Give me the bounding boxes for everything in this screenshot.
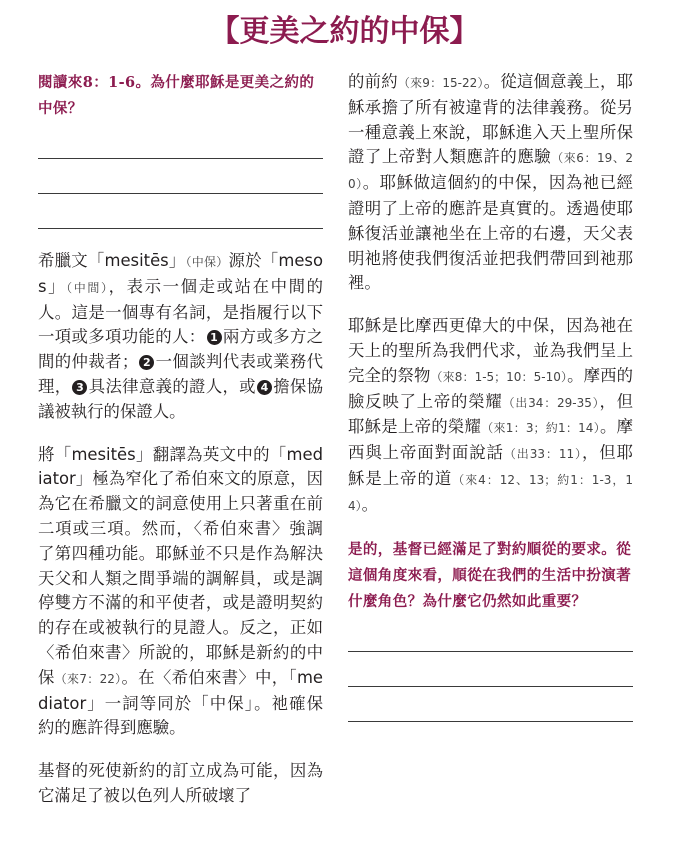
text-run: 基督的死使新約的訂立成為可能，因為它滿足了被以色列人所破壞了 [38, 761, 323, 805]
scripture-reference: （來8：1-5；10：5-10） [430, 369, 568, 384]
answer-line[interactable] [38, 124, 323, 159]
text-run: ，但耶穌是上帝的道 [348, 443, 634, 488]
text-run: ，但耶穌是上帝的榮耀 [348, 391, 634, 437]
text-run: 。在〈希伯來書〉中，「mediator」一詞等同於「中保」。祂確保約的應許得到應驗。 [38, 667, 324, 738]
text-run: 擔保協議被執行的保證人。 [38, 376, 324, 421]
text-run: 。摩西的臉反映了上帝的榮耀 [348, 365, 633, 411]
text-run: 兩方或多方之間的仲裁者； [38, 327, 323, 372]
text-run: 。耶穌做這個約的中保，因為祂已經證明了上帝的應許是真實的。透過使耶穌復活並讓祂坐在上帝的右邊，天父表明祂將使我們復活並把我們帶回到祂那裡。 [348, 173, 634, 293]
text-run: 希臘文「mesitēs」 [38, 251, 186, 270]
answer-line[interactable] [38, 194, 323, 229]
text-run: 耶穌是比摩西更偉大的中保，因為祂在天上的聖所為我們代求，並為我們呈上完全的祭物 [348, 316, 633, 385]
scripture-reference: （來1：3；約1：14） [481, 421, 600, 436]
text-run: 一個談判代表或業務代理， [38, 352, 324, 396]
scripture-reference: （出34：29-35） [502, 395, 600, 410]
paragraph-christ-death [38, 759, 323, 809]
text-run: 的前約 [348, 72, 398, 91]
text-run: 將「mesitēs」翻譯為英文中的「mediator」極為窄化了希伯來文的原意，因為它在希臘文的詞意使用上只著重在前二項或三項。然而，〈希伯來書〉強調了第四種功能。耶穌並不只是作為解決天父和人類之間爭端的調解員，或是調停雙方不滿的和平使者，或是證明契約的存在或被執行的見證人。反之，正如〈希伯來書〉所說的，耶穌是新約的中保 [38, 444, 323, 687]
answer-lines-2 [348, 617, 633, 722]
reflection-question: 是的，基督已經滿足了對約順從的要求。從這個角度來看，順從在我們的生活中扮演著什麼角色？為什麼它仍然如此重要？ [348, 540, 632, 610]
scripture-reference: （中保） [185, 255, 229, 269]
answer-line[interactable] [348, 652, 633, 687]
page-title: 【更美之約的中保】 [209, 14, 480, 49]
number-badge: 2 [139, 355, 154, 370]
left-column [38, 70, 323, 827]
scripture-reference: （來9：15-22） [397, 76, 484, 90]
scripture-reference: （中間） [66, 280, 109, 295]
text-run: 。 [361, 494, 379, 514]
number-badge: 4 [257, 380, 272, 395]
answer-lines-1 [38, 124, 323, 229]
paragraph-greek-term [38, 249, 323, 425]
answer-line[interactable] [348, 687, 633, 722]
paragraph-greater-than-moses [348, 314, 633, 518]
paragraph-mediator-translation [38, 443, 323, 742]
scripture-reference: （來7：22） [54, 671, 122, 686]
answer-line[interactable] [38, 159, 323, 194]
scripture-reference: （出33：11） [503, 447, 582, 462]
number-badge: 1 [207, 330, 222, 345]
reading-question: 閱讀來8：1-6。為什麼耶穌是更美之約的中保？ [38, 74, 315, 117]
right-column [348, 70, 633, 722]
number-badge: 3 [72, 380, 87, 395]
text-run: 。摩西與上帝面對面說話 [348, 417, 634, 463]
text-run: 源於「mesos」 [38, 251, 323, 296]
text-run: 具法律意義的證人，或 [88, 376, 256, 396]
answer-line[interactable] [348, 617, 633, 652]
scripture-reference: （來4：12、13；約1：1-3，14） [348, 472, 634, 513]
paragraph-former-covenant [348, 70, 633, 296]
text-run: ，表示一個走或站在中間的人。這是一個專有名詞，是指履行以下一項或多項功能的人： [38, 276, 323, 347]
text-run: 。從這個意義上，耶穌承擔了所有被違背的法律義務。從另一種意義上來說，耶穌進入天上聖所保證了上帝對人類應許的應驗 [348, 72, 634, 167]
scripture-reference: （來6：19、20） [348, 151, 633, 192]
